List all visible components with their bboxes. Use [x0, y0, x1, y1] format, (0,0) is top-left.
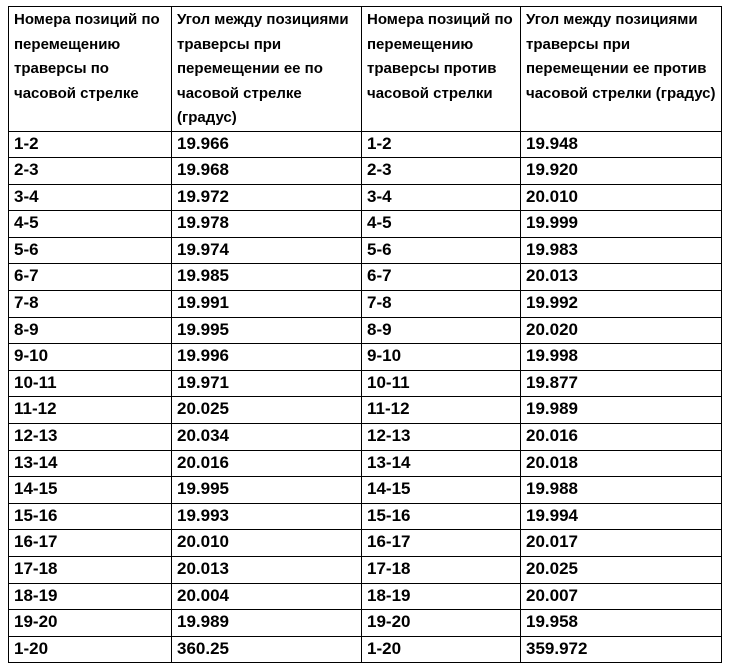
ccw-angle-cell: 19.989 — [521, 397, 722, 424]
table-header — [9, 7, 722, 132]
cw-angle-cell: 20.004 — [172, 583, 362, 610]
ccw-positions-cell: 10-11 — [362, 370, 521, 397]
cw-positions-cell: 10-11 — [9, 370, 172, 397]
cw-positions-cell: 3-4 — [9, 184, 172, 211]
ccw-positions-cell: 5-6 — [362, 237, 521, 264]
cw-angle-cell: 19.968 — [172, 158, 362, 185]
cw-angle-cell: 20.016 — [172, 450, 362, 477]
cw-positions-cell: 12-13 — [9, 424, 172, 451]
ccw-angle-cell: 19.994 — [521, 503, 722, 530]
cw-angle-cell: 19.989 — [172, 610, 362, 637]
cw-angle-cell: 19.995 — [172, 317, 362, 344]
ccw-positions-cell: 4-5 — [362, 211, 521, 238]
ccw-positions-cell: 2-3 — [362, 158, 521, 185]
cw-positions-cell: 2-3 — [9, 158, 172, 185]
ccw-angle-cell: 20.010 — [521, 184, 722, 211]
cw-angle-cell: 19.978 — [172, 211, 362, 238]
cw-angle-cell: 19.985 — [172, 264, 362, 291]
header-counterclockwise-angle: Угол между позициями траверсы при перемещении ее против часовой стрелки (градус) — [521, 7, 722, 132]
ccw-positions-cell: 19-20 — [362, 610, 521, 637]
ccw-positions-cell: 13-14 — [362, 450, 521, 477]
table-row — [9, 610, 722, 637]
header-clockwise-positions: Номера позиций по перемещению траверсы по часовой стрелке — [9, 7, 172, 132]
cw-angle-cell: 19.995 — [172, 477, 362, 504]
ccw-positions-cell: 18-19 — [362, 583, 521, 610]
table-row — [9, 583, 722, 610]
cw-angle-cell: 19.991 — [172, 291, 362, 318]
cw-positions-cell: 1-2 — [9, 131, 172, 158]
table-row — [9, 131, 722, 158]
cw-angle-cell: 20.025 — [172, 397, 362, 424]
ccw-angle-cell: 19.988 — [521, 477, 722, 504]
ccw-angle-cell: 20.013 — [521, 264, 722, 291]
table-row — [9, 557, 722, 584]
cw-positions-cell: 14-15 — [9, 477, 172, 504]
table-row — [9, 184, 722, 211]
cw-positions-cell: 1-20 — [9, 636, 172, 663]
ccw-positions-cell: 7-8 — [362, 291, 521, 318]
ccw-positions-cell: 16-17 — [362, 530, 521, 557]
cw-positions-cell: 7-8 — [9, 291, 172, 318]
cw-positions-cell: 16-17 — [9, 530, 172, 557]
cw-angle-cell: 19.971 — [172, 370, 362, 397]
cw-positions-cell: 9-10 — [9, 344, 172, 371]
ccw-positions-cell: 15-16 — [362, 503, 521, 530]
cw-angle-cell: 20.034 — [172, 424, 362, 451]
ccw-positions-cell: 12-13 — [362, 424, 521, 451]
table-body — [9, 131, 722, 663]
cw-positions-cell: 8-9 — [9, 317, 172, 344]
cw-positions-cell: 6-7 — [9, 264, 172, 291]
ccw-angle-cell: 20.025 — [521, 557, 722, 584]
table-row — [9, 211, 722, 238]
cw-angle-cell: 19.966 — [172, 131, 362, 158]
ccw-angle-cell: 19.877 — [521, 370, 722, 397]
cw-positions-cell: 18-19 — [9, 583, 172, 610]
table-row — [9, 370, 722, 397]
ccw-positions-cell: 9-10 — [362, 344, 521, 371]
table-row — [9, 237, 722, 264]
ccw-positions-cell: 11-12 — [362, 397, 521, 424]
cw-positions-cell: 17-18 — [9, 557, 172, 584]
header-counterclockwise-positions: Номера позиций по перемещению траверсы против часовой стрелки — [362, 7, 521, 132]
ccw-angle-cell: 19.958 — [521, 610, 722, 637]
ccw-angle-cell: 19.998 — [521, 344, 722, 371]
cw-positions-cell: 11-12 — [9, 397, 172, 424]
cw-angle-cell: 20.013 — [172, 557, 362, 584]
ccw-angle-cell: 20.007 — [521, 583, 722, 610]
ccw-angle-cell: 19.999 — [521, 211, 722, 238]
table-row — [9, 397, 722, 424]
header-row — [9, 7, 722, 132]
cw-angle-cell: 360.25 — [172, 636, 362, 663]
cw-positions-cell: 5-6 — [9, 237, 172, 264]
table-row — [9, 530, 722, 557]
table-row — [9, 424, 722, 451]
cw-angle-cell: 19.974 — [172, 237, 362, 264]
table-row — [9, 477, 722, 504]
cw-positions-cell: 19-20 — [9, 610, 172, 637]
traverse-angle-table — [8, 6, 722, 663]
cw-positions-cell: 15-16 — [9, 503, 172, 530]
table-row — [9, 636, 722, 663]
cw-angle-cell: 19.996 — [172, 344, 362, 371]
table-row — [9, 344, 722, 371]
header-clockwise-angle: Угол между позициями траверсы при перемещении ее по часовой стрелке (градус) — [172, 7, 362, 132]
ccw-angle-cell: 20.017 — [521, 530, 722, 557]
ccw-angle-cell: 20.018 — [521, 450, 722, 477]
table-row — [9, 317, 722, 344]
table-row — [9, 291, 722, 318]
cw-positions-cell: 13-14 — [9, 450, 172, 477]
ccw-positions-cell: 17-18 — [362, 557, 521, 584]
table-row — [9, 264, 722, 291]
table-row — [9, 158, 722, 185]
ccw-angle-cell: 359.972 — [521, 636, 722, 663]
ccw-angle-cell: 19.920 — [521, 158, 722, 185]
ccw-angle-cell: 19.992 — [521, 291, 722, 318]
ccw-angle-cell: 19.948 — [521, 131, 722, 158]
cw-angle-cell: 19.993 — [172, 503, 362, 530]
table-row — [9, 503, 722, 530]
ccw-angle-cell: 20.016 — [521, 424, 722, 451]
ccw-angle-cell: 20.020 — [521, 317, 722, 344]
table-row — [9, 450, 722, 477]
ccw-positions-cell: 1-2 — [362, 131, 521, 158]
ccw-angle-cell: 19.983 — [521, 237, 722, 264]
ccw-positions-cell: 14-15 — [362, 477, 521, 504]
ccw-positions-cell: 3-4 — [362, 184, 521, 211]
ccw-positions-cell: 8-9 — [362, 317, 521, 344]
cw-angle-cell: 20.010 — [172, 530, 362, 557]
ccw-positions-cell: 6-7 — [362, 264, 521, 291]
cw-angle-cell: 19.972 — [172, 184, 362, 211]
ccw-positions-cell: 1-20 — [362, 636, 521, 663]
cw-positions-cell: 4-5 — [9, 211, 172, 238]
